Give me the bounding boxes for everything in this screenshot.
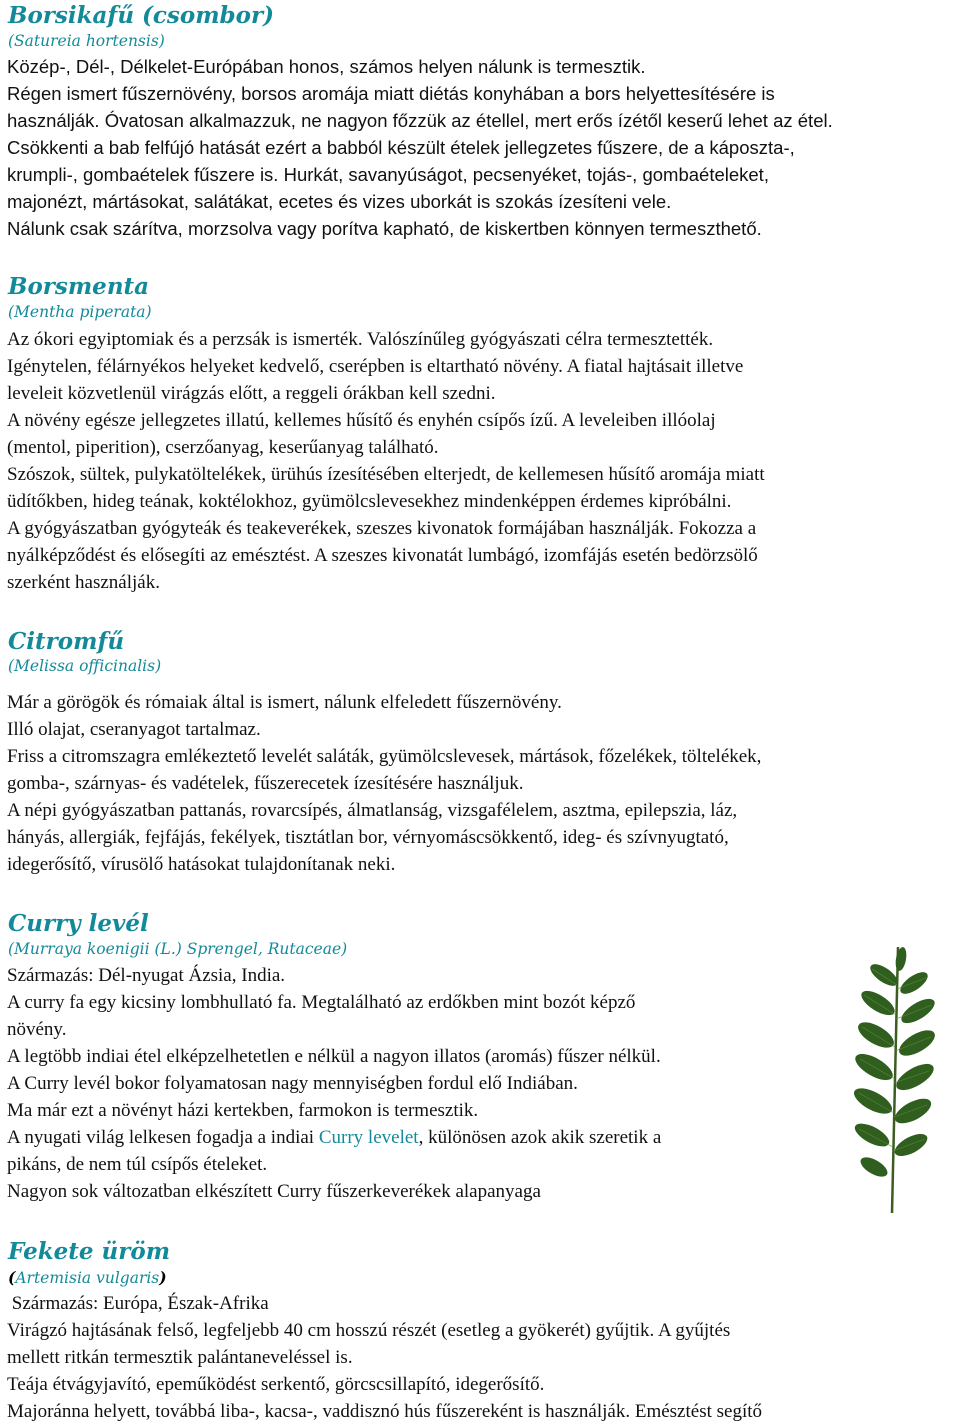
text-line: leveleit közvetlenül virágzás előtt, a reggeli órákban kell szedni. xyxy=(7,383,496,404)
text-line: Már a görögök és rómaiak által is ismert, nálunk elfeledett fűszernövény. xyxy=(7,692,562,713)
text-line: Majoránna helyett, továbbá liba-, kacsa-, vaddisznó hús fűszereként is használják. Emésztést segítő xyxy=(7,1401,762,1422)
text-line: A gyógyászatban gyógyteák és teakeverékek, szeszes kivonatok formájában használják. Fokozza a xyxy=(7,518,757,539)
text-line: Nagyon sok változatban elkészített Curry fűszerkeverékek alapanyaga xyxy=(7,1181,541,1202)
text-line: A curry fa egy kicsiny lombhullató fa. Megtalálható az erdőkben mint bozót képző xyxy=(7,992,636,1013)
paren-open: ( xyxy=(8,1268,16,1287)
latin-name-citromfu: (Melissa officinalis) xyxy=(8,657,162,675)
section-title-citromfu: Citromfű xyxy=(8,628,125,655)
text-line: pikáns, de nem túl csípős ételeket. xyxy=(7,1154,268,1175)
text-line: használják. Óvatosan alkalmazzuk, ne nagyon főzzük az étellel, mert erős ízétől keserű lehet az étel. xyxy=(7,110,833,131)
paren-close: ) xyxy=(159,1268,167,1287)
text-segment: A nyugati világ lelkesen fogadja a indiai xyxy=(7,1127,319,1148)
text-line: A Curry levél bokor folyamatosan nagy mennyiségben fordul elő Indiában. xyxy=(7,1073,578,1094)
latin-name-borsmenta: (Mentha piperata) xyxy=(8,303,152,321)
text-line: A legtöbb indiai étel elképzelhetetlen e nélkül a nagyon illatos (aromás) fűszer nélkül. xyxy=(7,1046,661,1067)
text-line: Szószok, sültek, pulykatöltelékek, ürühús ízesítésében elterjedt, de kellemesen hűsítő aromája miatt xyxy=(7,464,765,485)
text-line: Az ókori egyiptomiak és a perzsák is ismerték. Valószínűleg gyógyászati célra termesztették. xyxy=(7,329,714,350)
text-line-with-link xyxy=(7,1128,661,1147)
text-line: Nálunk csak szárítva, morzsolva vagy porítva kapható, de kiskertben könnyen termeszthető. xyxy=(7,218,762,239)
text-line: (mentol, piperition), cserzőanyag, keserűanyag található. xyxy=(7,437,439,458)
text-line: Ma már ezt a növényt házi kertekben, farmokon is termesztik. xyxy=(7,1100,479,1121)
text-line: Származás: Dél-nyugat Ázsia, India. xyxy=(7,965,286,986)
text-line: Teája étvágyjavító, epeműködést serkentő, görcscsillapító, idegerősítő. xyxy=(7,1374,545,1395)
latin-text: Artemisia vulgaris xyxy=(15,1269,160,1287)
text-line: üdítőkben, hideg teának, koktélokhoz, gyümölcslevesekhez mindenképpen érdemes kipróbálni. xyxy=(7,491,732,512)
text-line: Illó olajat, cseranyagot tartalmaz. xyxy=(7,719,261,740)
text-line: nyálképződést és elősegíti az emésztést. A szeszes kivonatát lumbágó, izomfájás esetén bedörzsölő xyxy=(7,545,758,566)
text-line: majonézt, mártásokat, salátákat, ecetes és vizes uborkát is szokás ízesíteni vele. xyxy=(7,191,672,212)
text-line: szerként használják. xyxy=(7,572,160,593)
text-line: mellett ritkán termesztik palántaneveléssel is. xyxy=(7,1347,353,1368)
text-line: A növény egésze jellegzetes illatú, kellemes hűsítő és enyhén csípős ízű. A leveleiben illóolaj xyxy=(7,410,716,431)
curry-levelet-link[interactable]: Curry levelet xyxy=(318,1127,419,1148)
text-line: Virágzó hajtásának felső, legfeljebb 40 cm hosszú részét (esetleg a gyökerét) gyűjtik. A gyűjtés xyxy=(7,1320,731,1341)
text-line: Közép-, Dél-, Délkelet-Európában honos, számos helyen nálunk is termesztik. xyxy=(7,56,646,77)
text-line: növény. xyxy=(7,1019,67,1040)
latin-name-fekete-urom xyxy=(8,1270,167,1287)
section-title-borsmenta: Borsmenta xyxy=(8,273,150,300)
curry-leaf-icon xyxy=(848,945,938,1215)
text-line: Régen ismert fűszernövény, borsos aromája miatt diétás konyhában a bors helyettesítésére is xyxy=(7,83,775,104)
section-title-borsikafu: Borsikafű (csombor) xyxy=(8,2,274,29)
text-line: Csökkenti a bab felfújó hatását ezért a babból készült ételek jellegzetes fűszere, de a káposzta-, xyxy=(7,137,795,158)
latin-name-borsikafu: (Satureia hortensis) xyxy=(8,32,165,50)
text-line: Friss a citromszagra emlékeztető levelét saláták, gyümölcslevesek, mártások, főzelékek, töltelékek, xyxy=(7,746,762,767)
section-title-curry-level: Curry levél xyxy=(8,910,149,937)
text-line: A népi gyógyászatban pattanás, rovarcsípés, álmatlanság, vizsgafélelem, asztma, epilepszia, láz, xyxy=(7,800,738,821)
text-line: Származás: Európa, Észak-Afrika xyxy=(7,1293,269,1314)
text-line: gomba-, szárnyas- és vadételek, fűszerecetek ízesítésére használjuk. xyxy=(7,773,524,794)
section-title-fekete-urom: Fekete üröm xyxy=(8,1238,171,1265)
text-line: Igénytelen, félárnyékos helyeket kedvelő, cserépben is eltartható növény. A fiatal hajtásait illetve xyxy=(7,356,744,377)
text-line: krumpli-, gombaételek fűszere is. Hurkát, savanyúságot, pecsenyéket, tojás-, gombaételeket, xyxy=(7,164,769,185)
text-line: hányás, allergiák, fejfájás, fekélyek, tisztátlan bor, vérnyomáscsökkentő, ideg- és szívnyugtató, xyxy=(7,827,729,848)
latin-name-curry-level: (Murraya koenigii (L.) Sprengel, Rutaceae) xyxy=(8,940,348,958)
text-segment: , különösen azok akik szeretik a xyxy=(418,1127,662,1148)
text-line: idegerősítő, vírusölő hatásokat tulajdonítanak neki. xyxy=(7,854,396,875)
